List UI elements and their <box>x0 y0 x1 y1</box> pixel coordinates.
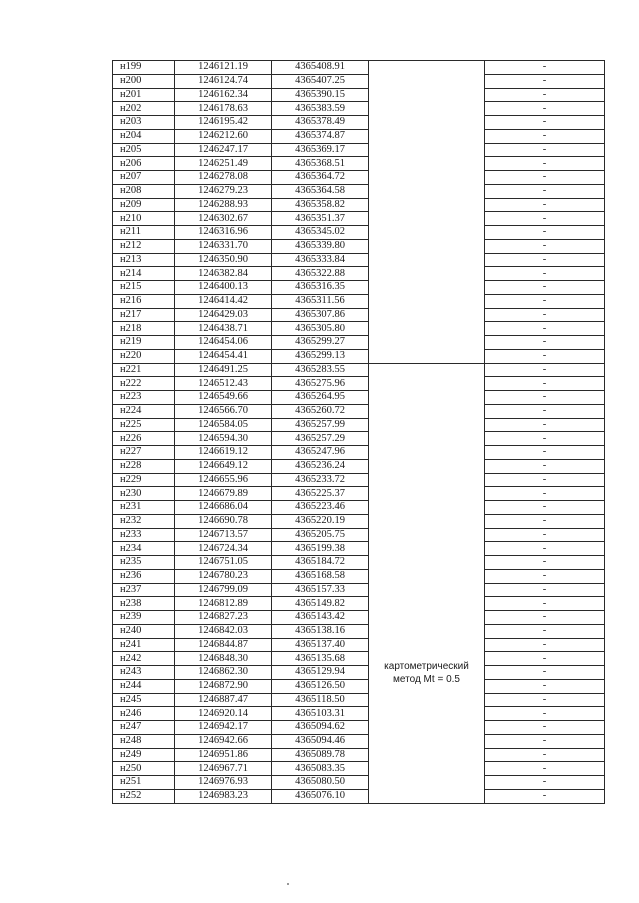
y-coordinate-cell: 4365407.25 <box>272 74 369 88</box>
y-coordinate-cell: 4365076.10 <box>272 789 369 803</box>
table-row <box>113 446 605 460</box>
table-row <box>113 212 605 226</box>
x-coordinate-cell: 1246566.70 <box>175 404 272 418</box>
dash-cell: - <box>485 253 605 267</box>
table-row <box>113 363 605 377</box>
dash-cell: - <box>485 734 605 748</box>
point-id-cell: н213 <box>113 253 175 267</box>
y-coordinate-cell: 4365094.46 <box>272 734 369 748</box>
y-coordinate-cell: 4365199.38 <box>272 542 369 556</box>
y-coordinate-cell: 4365390.15 <box>272 88 369 102</box>
x-coordinate-cell: 1246842.03 <box>175 624 272 638</box>
x-coordinate-cell: 1246195.42 <box>175 116 272 130</box>
table-row <box>113 432 605 446</box>
y-coordinate-cell: 4365307.86 <box>272 308 369 322</box>
dash-cell: - <box>485 597 605 611</box>
point-id-cell: н231 <box>113 501 175 515</box>
point-id-cell: н229 <box>113 473 175 487</box>
table-row <box>113 762 605 776</box>
dash-cell: - <box>485 473 605 487</box>
y-coordinate-cell: 4365264.95 <box>272 391 369 405</box>
y-coordinate-cell: 4365103.31 <box>272 707 369 721</box>
x-coordinate-cell: 1246713.57 <box>175 528 272 542</box>
point-id-cell: н247 <box>113 721 175 735</box>
y-coordinate-cell: 4365260.72 <box>272 404 369 418</box>
x-coordinate-cell: 1246951.86 <box>175 748 272 762</box>
dash-cell: - <box>485 721 605 735</box>
dash-cell: - <box>485 336 605 350</box>
x-coordinate-cell: 1246920.14 <box>175 707 272 721</box>
x-coordinate-cell: 1246827.23 <box>175 611 272 625</box>
table-row <box>113 569 605 583</box>
dash-cell: - <box>485 432 605 446</box>
table-row <box>113 624 605 638</box>
y-coordinate-cell: 4365257.99 <box>272 418 369 432</box>
point-id-cell: н252 <box>113 789 175 803</box>
dash-cell: - <box>485 652 605 666</box>
point-id-cell: н208 <box>113 184 175 198</box>
y-coordinate-cell: 4365345.02 <box>272 226 369 240</box>
y-coordinate-cell: 4365126.50 <box>272 679 369 693</box>
dash-cell: - <box>485 143 605 157</box>
x-coordinate-cell: 1246799.09 <box>175 583 272 597</box>
point-id-cell: н210 <box>113 212 175 226</box>
point-id-cell: н206 <box>113 157 175 171</box>
x-coordinate-cell: 1246302.67 <box>175 212 272 226</box>
table-row <box>113 611 605 625</box>
table-row <box>113 473 605 487</box>
y-coordinate-cell: 4365118.50 <box>272 693 369 707</box>
table-row <box>113 528 605 542</box>
point-id-cell: н205 <box>113 143 175 157</box>
point-id-cell: н209 <box>113 198 175 212</box>
x-coordinate-cell: 1246649.12 <box>175 459 272 473</box>
point-id-cell: н230 <box>113 487 175 501</box>
x-coordinate-cell: 1246414.42 <box>175 294 272 308</box>
point-id-cell: н224 <box>113 404 175 418</box>
y-coordinate-cell: 4365083.35 <box>272 762 369 776</box>
point-id-cell: н226 <box>113 432 175 446</box>
table-row <box>113 597 605 611</box>
point-id-cell: н248 <box>113 734 175 748</box>
point-id-cell: н215 <box>113 281 175 295</box>
table-row <box>113 556 605 570</box>
x-coordinate-cell: 1246331.70 <box>175 239 272 253</box>
table-row <box>113 336 605 350</box>
table-row <box>113 74 605 88</box>
table-row <box>113 734 605 748</box>
dash-cell: - <box>485 157 605 171</box>
x-coordinate-cell: 1246438.71 <box>175 322 272 336</box>
dash-cell: - <box>485 569 605 583</box>
point-id-cell: н218 <box>113 322 175 336</box>
dash-cell: - <box>485 666 605 680</box>
y-coordinate-cell: 4365408.91 <box>272 61 369 75</box>
dash-cell: - <box>485 789 605 803</box>
y-coordinate-cell: 4365143.42 <box>272 611 369 625</box>
dash-cell: - <box>485 748 605 762</box>
point-id-cell: н202 <box>113 102 175 116</box>
x-coordinate-cell: 1246655.96 <box>175 473 272 487</box>
dash-cell: - <box>485 446 605 460</box>
x-coordinate-cell: 1246844.87 <box>175 638 272 652</box>
y-coordinate-cell: 4365299.27 <box>272 336 369 350</box>
x-coordinate-cell: 1246121.19 <box>175 61 272 75</box>
table-row <box>113 514 605 528</box>
point-id-cell: н200 <box>113 74 175 88</box>
y-coordinate-cell: 4365283.55 <box>272 363 369 377</box>
table-row <box>113 721 605 735</box>
table-row <box>113 198 605 212</box>
table-row <box>113 157 605 171</box>
point-id-cell: н239 <box>113 611 175 625</box>
table-row <box>113 638 605 652</box>
dash-cell: - <box>485 198 605 212</box>
dash-cell: - <box>485 762 605 776</box>
point-id-cell: н216 <box>113 294 175 308</box>
x-coordinate-cell: 1246382.84 <box>175 267 272 281</box>
point-id-cell: н250 <box>113 762 175 776</box>
point-id-cell: н241 <box>113 638 175 652</box>
dash-cell: - <box>485 556 605 570</box>
dash-cell: - <box>485 583 605 597</box>
dash-cell: - <box>485 308 605 322</box>
y-coordinate-cell: 4365094.62 <box>272 721 369 735</box>
method-cell <box>369 363 485 803</box>
point-id-cell: н232 <box>113 514 175 528</box>
method-note: картометрический метод Mt = 0.5 <box>384 661 469 685</box>
y-coordinate-cell: 4365184.72 <box>272 556 369 570</box>
x-coordinate-cell: 1246686.04 <box>175 501 272 515</box>
dash-cell: - <box>485 776 605 790</box>
dash-cell: - <box>485 294 605 308</box>
dash-cell: - <box>485 501 605 515</box>
point-id-cell: н220 <box>113 349 175 363</box>
y-coordinate-cell: 4365364.72 <box>272 171 369 185</box>
dash-cell: - <box>485 212 605 226</box>
point-id-cell: н233 <box>113 528 175 542</box>
y-coordinate-cell: 4365299.13 <box>272 349 369 363</box>
dash-cell: - <box>485 611 605 625</box>
dash-cell: - <box>485 129 605 143</box>
x-coordinate-cell: 1246942.17 <box>175 721 272 735</box>
y-coordinate-cell: 4365223.46 <box>272 501 369 515</box>
y-coordinate-cell: 4365205.75 <box>272 528 369 542</box>
x-coordinate-cell: 1246454.41 <box>175 349 272 363</box>
point-id-cell: н242 <box>113 652 175 666</box>
dash-cell: - <box>485 418 605 432</box>
point-id-cell: н217 <box>113 308 175 322</box>
table-row <box>113 789 605 803</box>
table-row <box>113 418 605 432</box>
x-coordinate-cell: 1246400.13 <box>175 281 272 295</box>
dash-cell: - <box>485 528 605 542</box>
dash-cell: - <box>485 267 605 281</box>
table-row <box>113 666 605 680</box>
y-coordinate-cell: 4365351.37 <box>272 212 369 226</box>
page-speck <box>287 883 289 885</box>
y-coordinate-cell: 4365138.16 <box>272 624 369 638</box>
x-coordinate-cell: 1246279.23 <box>175 184 272 198</box>
point-id-cell: н246 <box>113 707 175 721</box>
table-row <box>113 116 605 130</box>
point-id-cell: н243 <box>113 666 175 680</box>
table-row <box>113 487 605 501</box>
x-coordinate-cell: 1246724.34 <box>175 542 272 556</box>
point-id-cell: н238 <box>113 597 175 611</box>
dash-cell: - <box>485 391 605 405</box>
dash-cell: - <box>485 404 605 418</box>
point-id-cell: н199 <box>113 61 175 75</box>
point-id-cell: н236 <box>113 569 175 583</box>
table-row <box>113 143 605 157</box>
x-coordinate-cell: 1246454.06 <box>175 336 272 350</box>
dash-cell: - <box>485 377 605 391</box>
table-row <box>113 88 605 102</box>
dash-cell: - <box>485 88 605 102</box>
y-coordinate-cell: 4365247.96 <box>272 446 369 460</box>
x-coordinate-cell: 1246976.93 <box>175 776 272 790</box>
x-coordinate-cell: 1246350.90 <box>175 253 272 267</box>
x-coordinate-cell: 1246751.05 <box>175 556 272 570</box>
y-coordinate-cell: 4365236.24 <box>272 459 369 473</box>
coordinates-table-body <box>113 61 605 804</box>
x-coordinate-cell: 1246178.63 <box>175 102 272 116</box>
point-id-cell: н240 <box>113 624 175 638</box>
y-coordinate-cell: 4365080.50 <box>272 776 369 790</box>
dash-cell: - <box>485 693 605 707</box>
x-coordinate-cell: 1246594.30 <box>175 432 272 446</box>
point-id-cell: н219 <box>113 336 175 350</box>
table-row <box>113 501 605 515</box>
dash-cell: - <box>485 102 605 116</box>
y-coordinate-cell: 4365129.94 <box>272 666 369 680</box>
y-coordinate-cell: 4365220.19 <box>272 514 369 528</box>
dash-cell: - <box>485 707 605 721</box>
x-coordinate-cell: 1246491.25 <box>175 363 272 377</box>
x-coordinate-cell: 1246887.47 <box>175 693 272 707</box>
y-coordinate-cell: 4365225.37 <box>272 487 369 501</box>
y-coordinate-cell: 4365368.51 <box>272 157 369 171</box>
table-row <box>113 583 605 597</box>
table-row <box>113 404 605 418</box>
y-coordinate-cell: 4365374.87 <box>272 129 369 143</box>
table-row <box>113 377 605 391</box>
point-id-cell: н225 <box>113 418 175 432</box>
point-id-cell: н251 <box>113 776 175 790</box>
table-row <box>113 652 605 666</box>
dash-cell: - <box>485 184 605 198</box>
method-cell-empty <box>369 61 485 364</box>
dash-cell: - <box>485 226 605 240</box>
x-coordinate-cell: 1246162.34 <box>175 88 272 102</box>
dash-cell: - <box>485 322 605 336</box>
y-coordinate-cell: 4365364.58 <box>272 184 369 198</box>
y-coordinate-cell: 4365135.68 <box>272 652 369 666</box>
table-row <box>113 129 605 143</box>
table-row <box>113 226 605 240</box>
table-row <box>113 281 605 295</box>
point-id-cell: н245 <box>113 693 175 707</box>
y-coordinate-cell: 4365233.72 <box>272 473 369 487</box>
point-id-cell: н223 <box>113 391 175 405</box>
dash-cell: - <box>485 74 605 88</box>
x-coordinate-cell: 1246967.71 <box>175 762 272 776</box>
x-coordinate-cell: 1246549.66 <box>175 391 272 405</box>
y-coordinate-cell: 4365157.33 <box>272 583 369 597</box>
x-coordinate-cell: 1246848.30 <box>175 652 272 666</box>
y-coordinate-cell: 4365257.29 <box>272 432 369 446</box>
table-row <box>113 61 605 75</box>
table-row <box>113 239 605 253</box>
table-row <box>113 267 605 281</box>
point-id-cell: н212 <box>113 239 175 253</box>
y-coordinate-cell: 4365358.82 <box>272 198 369 212</box>
x-coordinate-cell: 1246679.89 <box>175 487 272 501</box>
x-coordinate-cell: 1246862.30 <box>175 666 272 680</box>
point-id-cell: н222 <box>113 377 175 391</box>
y-coordinate-cell: 4365322.88 <box>272 267 369 281</box>
x-coordinate-cell: 1246584.05 <box>175 418 272 432</box>
table-row <box>113 391 605 405</box>
point-id-cell: н237 <box>113 583 175 597</box>
x-coordinate-cell: 1246619.12 <box>175 446 272 460</box>
x-coordinate-cell: 1246278.08 <box>175 171 272 185</box>
y-coordinate-cell: 4365089.78 <box>272 748 369 762</box>
point-id-cell: н235 <box>113 556 175 570</box>
point-id-cell: н214 <box>113 267 175 281</box>
y-coordinate-cell: 4365333.84 <box>272 253 369 267</box>
x-coordinate-cell: 1246983.23 <box>175 789 272 803</box>
dash-cell: - <box>485 459 605 473</box>
point-id-cell: н207 <box>113 171 175 185</box>
dash-cell: - <box>485 171 605 185</box>
x-coordinate-cell: 1246690.78 <box>175 514 272 528</box>
y-coordinate-cell: 4365369.17 <box>272 143 369 157</box>
x-coordinate-cell: 1246512.43 <box>175 377 272 391</box>
dash-cell: - <box>485 281 605 295</box>
point-id-cell: н221 <box>113 363 175 377</box>
table-row <box>113 294 605 308</box>
y-coordinate-cell: 4365311.56 <box>272 294 369 308</box>
x-coordinate-cell: 1246872.90 <box>175 679 272 693</box>
point-id-cell: н203 <box>113 116 175 130</box>
dash-cell: - <box>485 624 605 638</box>
x-coordinate-cell: 1246942.66 <box>175 734 272 748</box>
y-coordinate-cell: 4365305.80 <box>272 322 369 336</box>
x-coordinate-cell: 1246288.93 <box>175 198 272 212</box>
coordinates-table <box>112 60 605 804</box>
table-row <box>113 707 605 721</box>
x-coordinate-cell: 1246124.74 <box>175 74 272 88</box>
dash-cell: - <box>485 116 605 130</box>
table-row <box>113 776 605 790</box>
point-id-cell: н228 <box>113 459 175 473</box>
dash-cell: - <box>485 542 605 556</box>
dash-cell: - <box>485 363 605 377</box>
y-coordinate-cell: 4365378.49 <box>272 116 369 130</box>
table-row <box>113 322 605 336</box>
table-row <box>113 349 605 363</box>
y-coordinate-cell: 4365339.80 <box>272 239 369 253</box>
point-id-cell: н227 <box>113 446 175 460</box>
table-row <box>113 184 605 198</box>
x-coordinate-cell: 1246212.60 <box>175 129 272 143</box>
point-id-cell: н211 <box>113 226 175 240</box>
point-id-cell: н249 <box>113 748 175 762</box>
x-coordinate-cell: 1246316.96 <box>175 226 272 240</box>
y-coordinate-cell: 4365137.40 <box>272 638 369 652</box>
table-row <box>113 308 605 322</box>
y-coordinate-cell: 4365383.59 <box>272 102 369 116</box>
y-coordinate-cell: 4365275.96 <box>272 377 369 391</box>
dash-cell: - <box>485 679 605 693</box>
x-coordinate-cell: 1246429.03 <box>175 308 272 322</box>
table-row <box>113 102 605 116</box>
point-id-cell: н201 <box>113 88 175 102</box>
dash-cell: - <box>485 638 605 652</box>
table-row <box>113 748 605 762</box>
y-coordinate-cell: 4365316.35 <box>272 281 369 295</box>
y-coordinate-cell: 4365149.82 <box>272 597 369 611</box>
point-id-cell: н204 <box>113 129 175 143</box>
x-coordinate-cell: 1246812.89 <box>175 597 272 611</box>
dash-cell: - <box>485 487 605 501</box>
table-row <box>113 542 605 556</box>
table-row <box>113 693 605 707</box>
table-row <box>113 171 605 185</box>
dash-cell: - <box>485 239 605 253</box>
table-row <box>113 679 605 693</box>
x-coordinate-cell: 1246247.17 <box>175 143 272 157</box>
y-coordinate-cell: 4365168.58 <box>272 569 369 583</box>
table-row <box>113 253 605 267</box>
table-row <box>113 459 605 473</box>
dash-cell: - <box>485 514 605 528</box>
dash-cell: - <box>485 349 605 363</box>
point-id-cell: н244 <box>113 679 175 693</box>
point-id-cell: н234 <box>113 542 175 556</box>
x-coordinate-cell: 1246780.23 <box>175 569 272 583</box>
x-coordinate-cell: 1246251.49 <box>175 157 272 171</box>
dash-cell: - <box>485 61 605 75</box>
